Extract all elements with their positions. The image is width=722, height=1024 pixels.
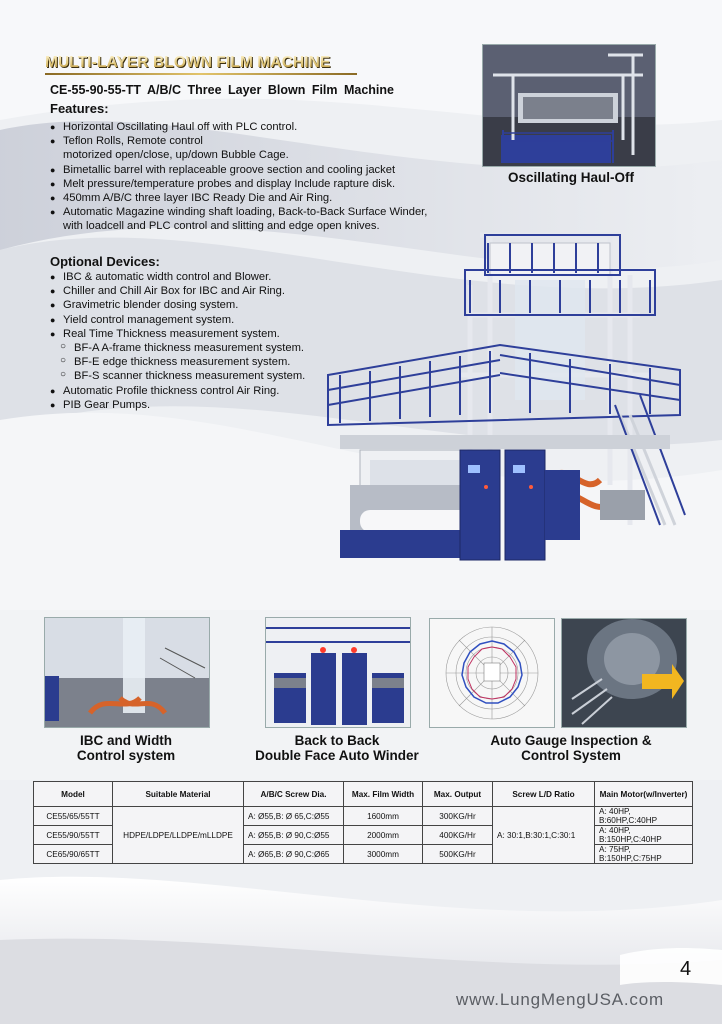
header-ld-ratio: Screw L/D Ratio: [493, 782, 595, 807]
optional-subitem: ○ BF-E edge thickness measurement system.: [50, 355, 305, 369]
haul-off-caption: Oscillating Haul-Off: [507, 170, 634, 185]
page-title: MULTI-LAYER BLOWN FILM MACHINE: [45, 54, 331, 71]
table-row: [34, 807, 693, 826]
feature-item: motorized open/close, up/down Bubble Cage.: [63, 149, 289, 162]
cell-width: 3000mm: [344, 845, 423, 864]
cell-motor: A: 40HP, B:60HP,C:40HP: [595, 807, 693, 826]
ibc-caption-line2: Control system: [76, 748, 176, 763]
cell-motor: A: 40HP, B:150HP,C:40HP: [595, 826, 693, 845]
gauge-caption-line2: Control System: [521, 748, 621, 763]
cell-motor: A: 75HP, B:150HP,C:75HP: [595, 845, 693, 864]
features-list: [50, 120, 427, 234]
ibc-photo: [44, 617, 210, 728]
header-motor: Main Motor(w/Inverter): [595, 782, 693, 807]
haul-off-photo: [482, 44, 656, 167]
optional-item: ● Gravimetric blender dosing system.: [50, 298, 305, 312]
cell-output: 500KG/Hr: [423, 845, 493, 864]
optional-subitem: ○ BF-A A-frame thickness measurement system.: [50, 341, 305, 355]
feature-item: ● Horizontal Oscillating Haul off with PLC control.: [50, 120, 427, 134]
header-output: Max. Output: [423, 782, 493, 807]
title-underline: [45, 73, 357, 75]
ibc-caption-line1: IBC and Width: [79, 733, 173, 748]
feature-item: with loadcell and PLC control and slitting and edge open knives.: [63, 220, 380, 233]
cell-material: HDPE/LDPE/LLDPE/mLLDPE: [113, 807, 244, 864]
header-model: Model: [34, 782, 113, 807]
header-screw: A/B/C Screw Dia.: [244, 782, 344, 807]
cell-model: CE65/90/65TT: [34, 845, 113, 864]
website-link[interactable]: www.LungMengUSA.com: [456, 990, 664, 1009]
optional-subitem: ○ BF-S scanner thickness measurement system.: [50, 369, 305, 383]
feature-item: ● Teflon Rolls, Remote control: [50, 134, 427, 148]
page-number: 4: [680, 958, 692, 980]
machine-subtitle: CE-55-90-55-TT A/B/C Three Layer Blown Film Machine: [50, 83, 394, 97]
header-material: Suitable Material: [113, 782, 244, 807]
winder-photo: [265, 617, 411, 728]
feature-item: ● Bimetallic barrel with replaceable groove section and cooling jacket: [50, 163, 427, 177]
cell-output: 300KG/Hr: [423, 807, 493, 826]
optional-item: ● IBC & automatic width control and Blower.: [50, 270, 305, 284]
gauge-caption-line1: Auto Gauge Inspection &: [490, 733, 652, 748]
cell-screw: A: Ø55,B: Ø 65,C:Ø55: [244, 807, 344, 826]
cell-width: 1600mm: [344, 807, 423, 826]
optional-heading: Optional Devices:: [50, 254, 160, 269]
feature-item: ● 450mm A/B/C three layer IBC Ready Die and Air Ring.: [50, 191, 427, 205]
features-heading: Features:: [50, 101, 109, 116]
optional-item: ● Chiller and Chill Air Box for IBC and Air Ring.: [50, 284, 305, 298]
cell-screw: A: Ø65,B: Ø 90,C:Ø65: [244, 845, 344, 864]
optional-item: ● PIB Gear Pumps.: [50, 398, 305, 412]
cell-model: CE55/65/55TT: [34, 807, 113, 826]
control-system-photo: [561, 618, 687, 728]
winder-caption-line1: Back to Back: [294, 733, 380, 748]
cell-width: 2000mm: [344, 826, 423, 845]
optional-list: [50, 270, 305, 412]
gauge-chart-image: [429, 618, 555, 728]
spec-table: [33, 781, 693, 864]
optional-item: ● Automatic Profile thickness control Air Ring.: [50, 384, 305, 398]
optional-item: ● Real Time Thickness measurement system.: [50, 327, 305, 341]
cell-screw: A: Ø55,B: Ø 90,C:Ø55: [244, 826, 344, 845]
blown-film-machine-image: [300, 225, 710, 605]
winder-caption-line2: Double Face Auto Winder: [255, 748, 419, 763]
header-width: Max. Film Width: [344, 782, 423, 807]
table-header-row: [34, 782, 693, 807]
cell-model: CE55/90/55TT: [34, 826, 113, 845]
cell-output: 400KG/Hr: [423, 826, 493, 845]
optional-item: ● Yield control management system.: [50, 313, 305, 327]
feature-item: ● Melt pressure/temperature probes and display Include rapture disk.: [50, 177, 427, 191]
cell-ld-ratio: A: 30:1,B:30:1,C:30:1: [493, 807, 595, 864]
feature-item: ● Automatic Magazine winding shaft loading, Back-to-Back Surface Winder,: [50, 205, 427, 219]
